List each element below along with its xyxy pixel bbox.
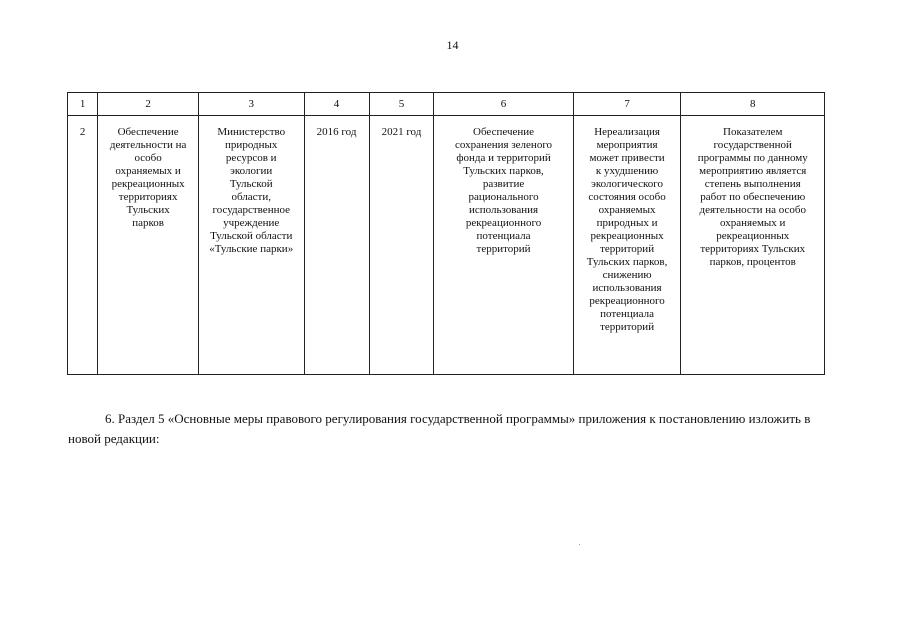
start-year-cell (304, 116, 369, 375)
column-header: 7 (573, 93, 681, 116)
measures-table (67, 92, 825, 375)
column-header: 2 (98, 93, 199, 116)
cell-text: Нереализация мероприятия может привести к ухудшению экологического состояния особо охраняемых природных и рекреационных территорий Тульских парков, снижению использования рекреационного потенциала территорий (586, 126, 668, 333)
cell-text: 2016 год (316, 126, 357, 138)
end-year-cell (369, 116, 434, 375)
scan-speck (579, 544, 580, 545)
column-header: 1 (68, 93, 98, 116)
column-header: 8 (681, 93, 825, 116)
cell-text: Показателем государственной программы по данному мероприятию является степень выполнения работ по обеспечению деятельности на особо охраняемых и рекреационных территориях Тульских парков, процентов (697, 126, 808, 268)
cell-text: 2021 год (381, 126, 422, 138)
page-number: 14 (446, 38, 459, 52)
cell-text: Обеспечение деятельности на особо охраняемых и рекреационных территориях Тульских парков (109, 126, 187, 229)
table-header-row (68, 93, 825, 116)
executor-cell (198, 116, 304, 375)
cell-text: 2 (79, 126, 86, 138)
column-header: 4 (304, 93, 369, 116)
row-number-cell (68, 116, 98, 375)
consequences-cell (573, 116, 681, 375)
body-paragraph: 6. Раздел 5 «Основные меры правового регулирования государственной программы» приложения к постановлению изложить в новой редакции: (68, 411, 811, 446)
measure-name-cell (98, 116, 199, 375)
cell-text: Обеспечение сохранения зеленого фонда и территорий Тульских парков, развитие рационального использования рекреационного потенциала территорий (454, 126, 553, 255)
table-row (68, 116, 825, 375)
column-header: 5 (369, 93, 434, 116)
cell-text: Министерство природных ресурсов и экологии Тульской области, государственное учреждение Тульской области «Тульские парки» (209, 126, 294, 255)
column-header: 3 (198, 93, 304, 116)
column-header: 6 (434, 93, 573, 116)
indicator-link-cell (681, 116, 825, 375)
expected-result-cell (434, 116, 573, 375)
